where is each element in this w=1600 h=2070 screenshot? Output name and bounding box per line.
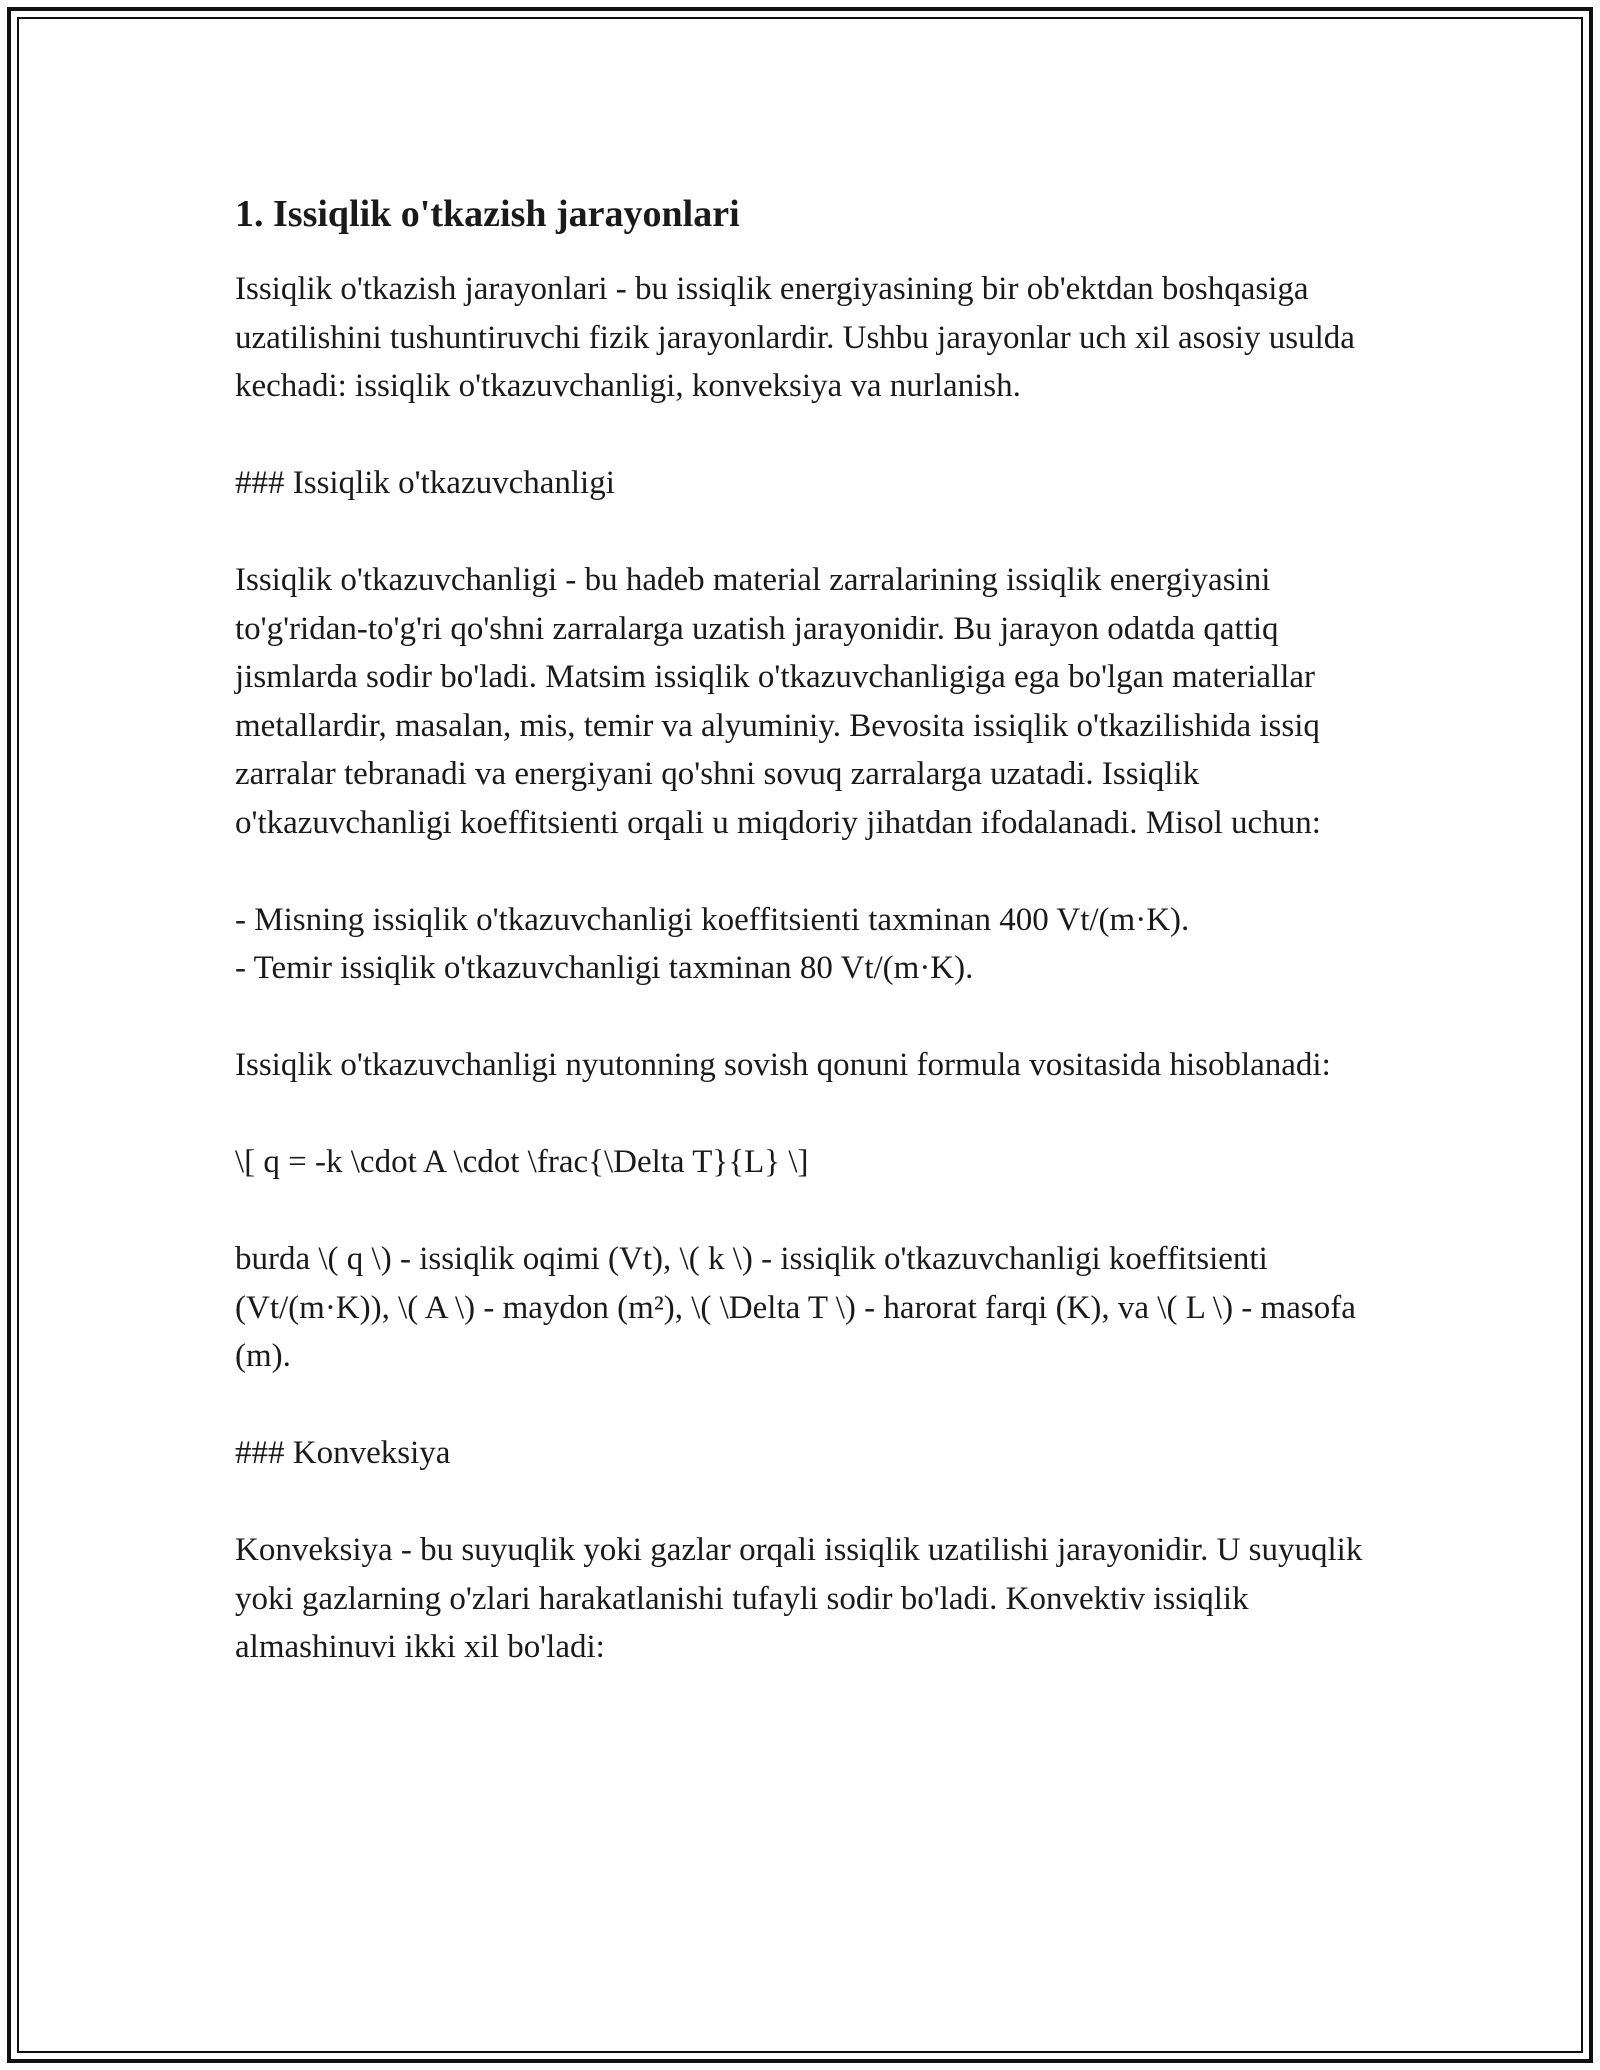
conductivity-examples-list: [235, 896, 1365, 993]
section-heading-convection: ### Konveksiya: [235, 1435, 451, 1471]
formula-explanation-paragraph: burda \( q \) - issiqlik oqimi (Vt), \( k \) - issiqlik o'tkazuvchanligi koeffitsienti (Vt/(m·K)), \( A \) - maydon (m²), \( \Delta T \) - harorat farqi (K), va \( L \) - masofa (m).: [235, 1241, 1356, 1374]
convection-paragraph: Konveksiya - bu suyuqlik yoki gazlar orqali issiqlik uzatilishi jarayonidir. U suyuqlik yoki gazlarning o'zlari harakatlanishi tufayli sodir bo'ladi. Konvektiv issiqlik almashinuvi ikki xil bo'ladi:: [235, 1532, 1363, 1665]
formula-intro-paragraph: Issiqlik o'tkazuvchanligi nyutonning sovish qonuni formula vositasida hisoblanadi:: [235, 1047, 1331, 1083]
conductivity-paragraph: Issiqlik o'tkazuvchanligi - bu hadeb material zarralarining issiqlik energiyasini to'g'ridan-to'g'ri qo'shni zarralarga uzatish jarayonidir. Bu jarayon odatda qattiq jismlarda sodir bo'ladi. Matsim issiqlik o'tkazuvchanligiga ega bo'lgan materiallar metallardir, masalan, mis, temir va alyuminiy. Bevosita issiqlik o'tkazilishida issiq zarralar tebranadi va energiyani qo'shni sovuq zarralarga uzatadi. Issiqlik o'tkazuvchanligi koeffitsienti orqali u miqdoriy jihatdan ifodalanadi. Misol uchun:: [235, 562, 1321, 841]
document-title: 1. Issiqlik o'tkazish jarayonlari: [235, 193, 740, 235]
list-item-iron: - Temir issiqlik o'tkazuvchanligi taxminan 80 Vt/(m·K).: [235, 950, 974, 986]
formula: \[ q = -k \cdot A \cdot \frac{\Delta T}{L} \]: [235, 1144, 809, 1180]
intro-paragraph: Issiqlik o'tkazish jarayonlari - bu issiqlik energiyasining bir ob'ektdan boshqasiga uzatilishini tushuntiruvchi fizik jarayonlardir. Ushbu jarayonlar uch xil asosiy usulda kechadi: issiqlik o'tkazuvchanligi, konveksiya va nurlanish.: [235, 271, 1355, 404]
list-item-copper: - Misning issiqlik o'tkazuvchanligi koeffitsienti taxminan 400 Vt/(m·K).: [235, 901, 1190, 938]
document-body: [235, 185, 1365, 1720]
section-heading-conductivity: ### Issiqlik o'tkazuvchanligi: [235, 465, 615, 501]
